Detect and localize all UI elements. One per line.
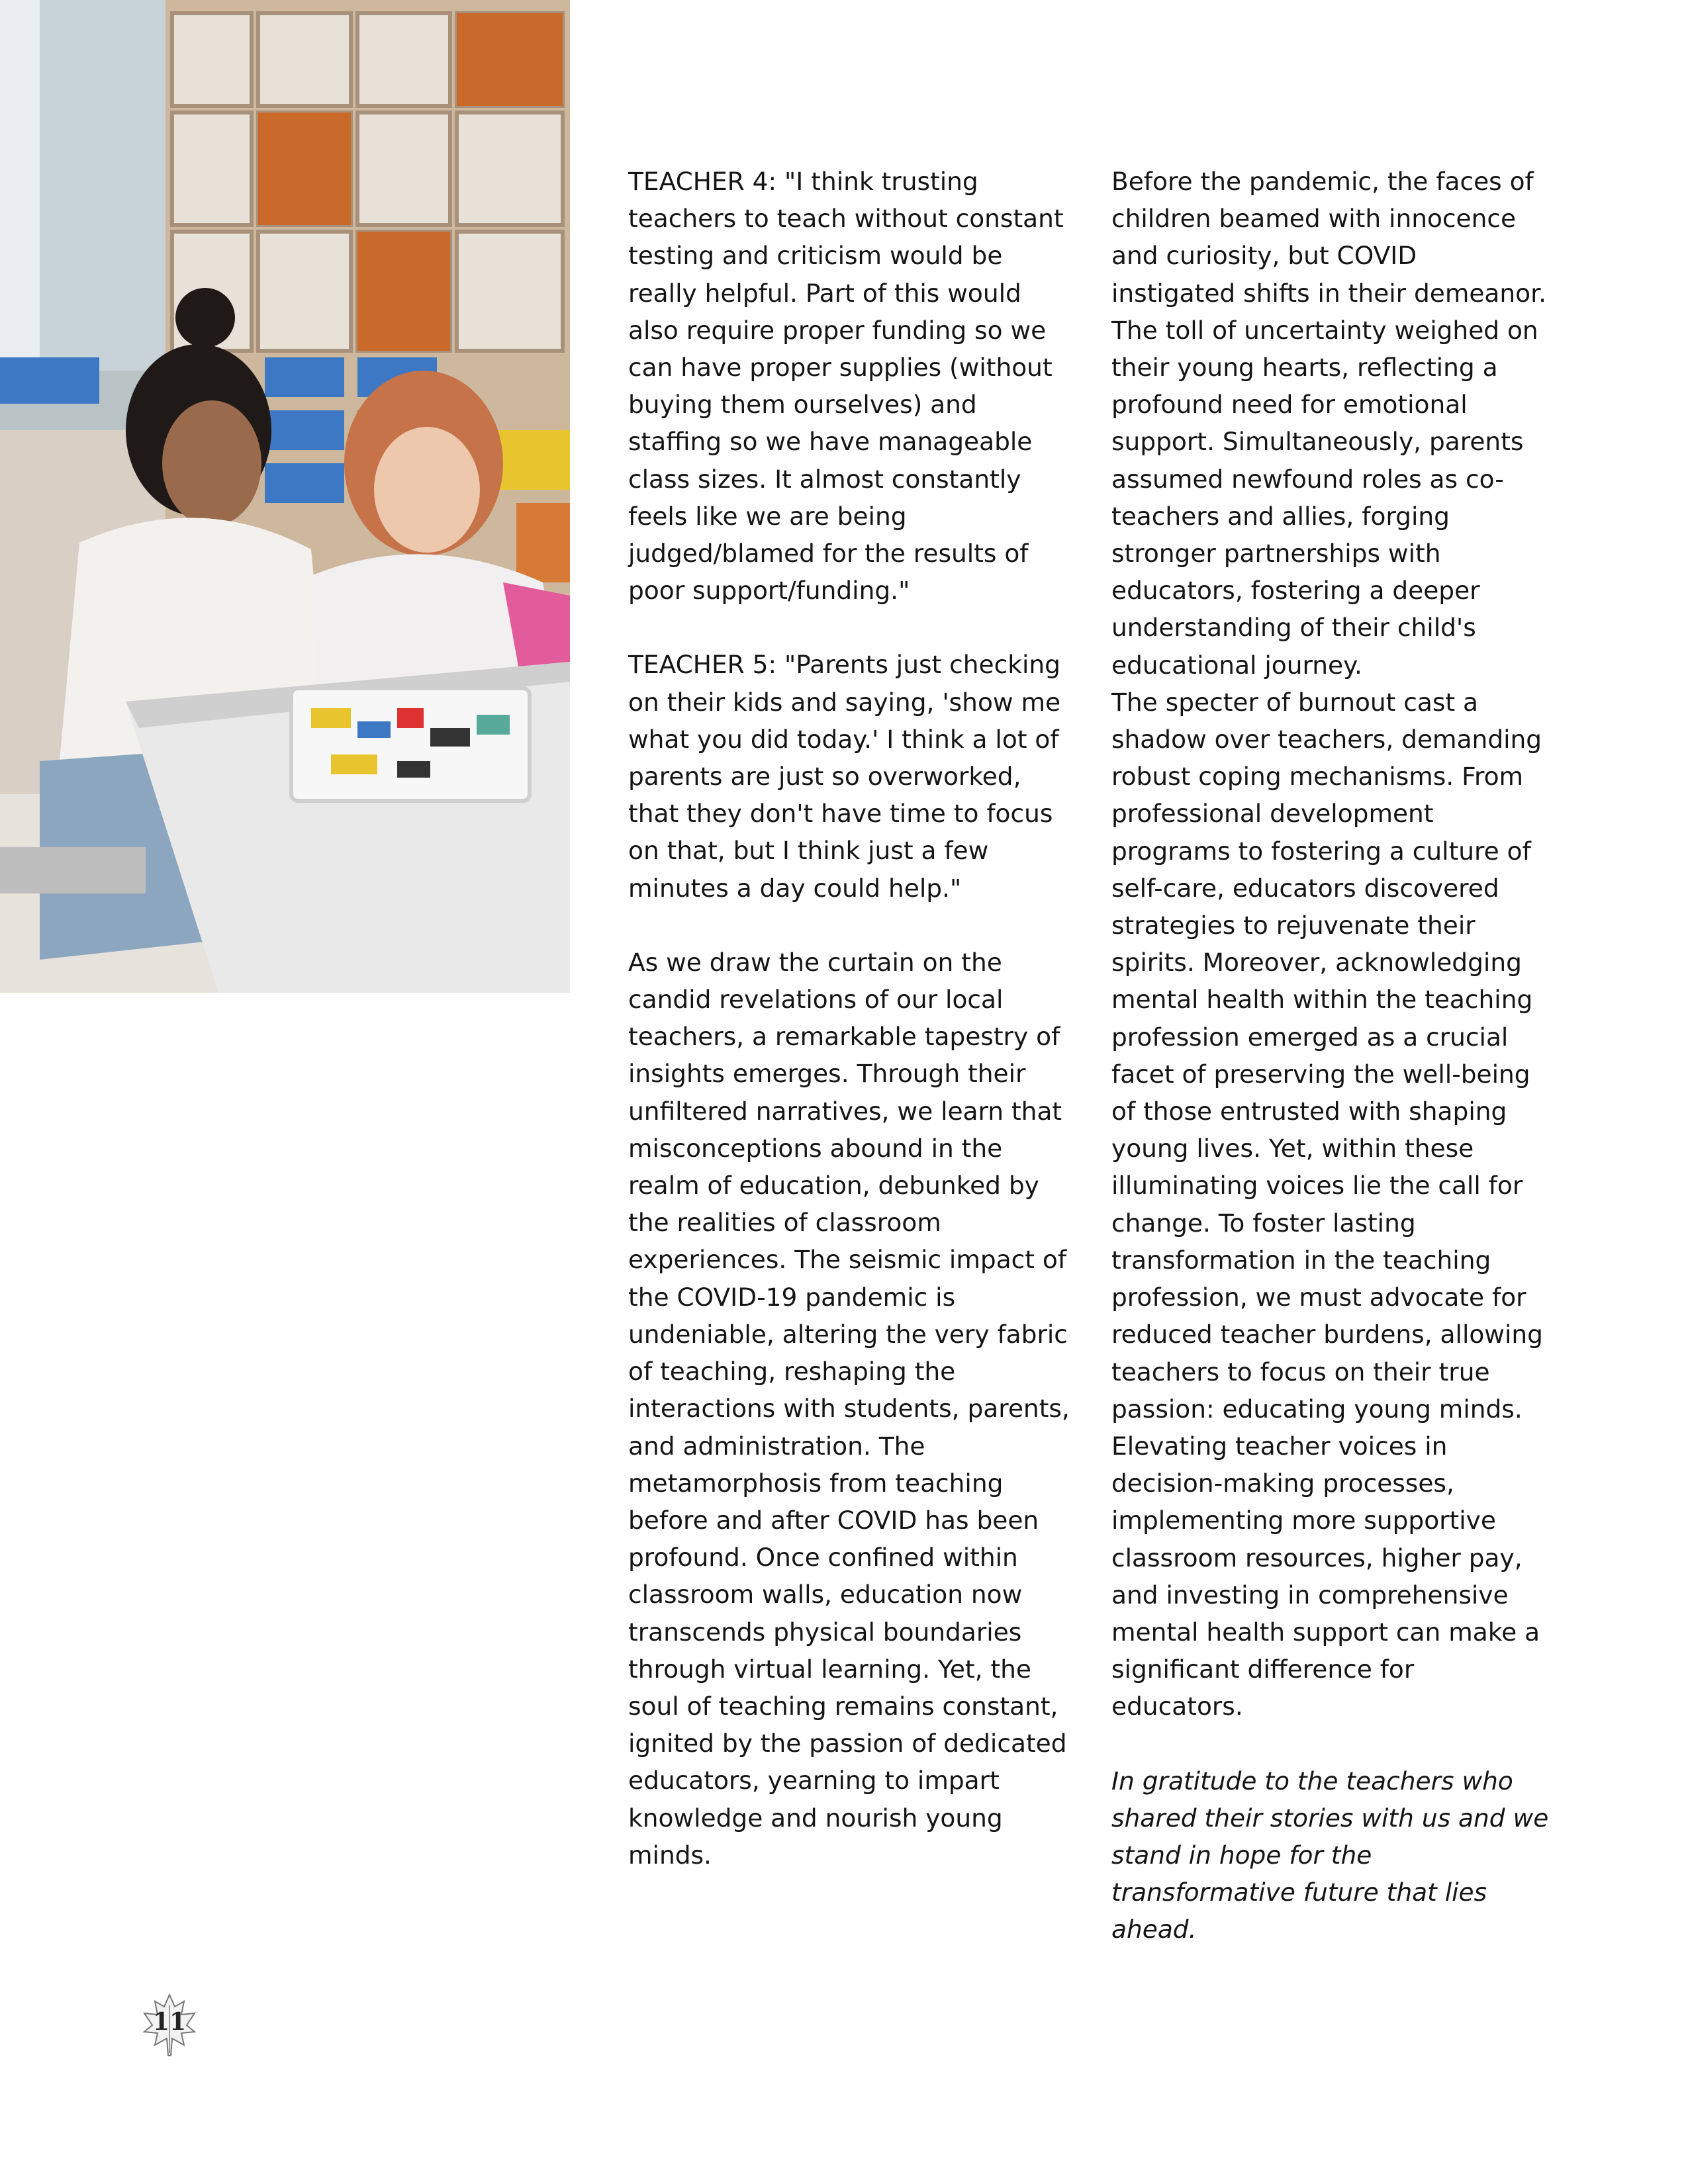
gratitude-paragraph: In gratitude to the teachers who shared their stories with us and we stand in hope for the transformative future that lies ahead. xyxy=(1111,1766,1549,1944)
teacher-5-quote: TEACHER 5: "Parents just checking on their kids and saying, 'show me what you did today.' I think a lot of parents are just so overworked, that they don't have time to focus on that, but I think just a few minutes a day could help." xyxy=(628,650,1061,903)
page-number-badge xyxy=(142,1992,197,2058)
burnout-paragraph: The specter of burnout cast a shadow over teachers, demanding robust coping mechanisms. From professional development programs to fostering a culture of self-care, educators discovered strategies to rejuvenate their spirits. Moreover, acknowledging mental health within the teaching profession emerged as a crucial facet of preserving the well-being of those entrusted with shaping young lives. Yet, within these illuminating voices lie the call for change. To foster lasting transformation in the teaching profession, we must advocate for reduced teacher burdens, allowing teachers to focus on their true passion: educating young minds. Elevating teacher voices in decision-making processes, implementing more supportive classroom resources, higher pay, and investing in comprehensive mental health support can make a significant difference for educators. xyxy=(1111,687,1543,1721)
teacher-4-quote: TEACHER 4: "I think trusting teachers to teach without constant testing and criticism would be really helpful. Part of this would also require proper funding so we can have proper supplies (without buying them ourselves) and staffing so we have manageable class sizes. It almost constantly feels like we are being judged/blamed for the results of poor support/funding." xyxy=(628,167,1064,606)
closing-paragraph-1: As we draw the curtain on the candid revelations of our local teachers, a remarkable tapestry of insights emerges. Through their unfiltered narratives, we learn that misconceptions abound in the realm of education, debunked by the realities of classroom experiences. The seismic impact of the COVID-19 pandemic is undeniable, altering the very fabric of teaching, reshaping the interactions with students, parents, and administration. The metamorphosis from teaching before and after COVID has been profound. Once confined within classroom walls, education now transcends physical boundaries through virtual learning. Yet, the soul of teaching remains constant, ignited by the passion of dedicated educators, yearning to impart knowledge and nourish young minds. xyxy=(628,947,1070,1870)
page-number: 11 xyxy=(152,2008,187,2036)
teacher-child-photo xyxy=(0,0,570,993)
right-text-column xyxy=(1111,163,1562,1948)
pandemic-paragraph: Before the pandemic, the faces of children beamed with innocence and curiosity, but COVID instigated shifts in their demeanor. The toll of uncertainty weighed on their young hearts, reflecting a profound need for emotional support. Simultaneously, parents assumed newfound roles as co- teachers and allies, forging stronger partnerships with educators, fostering a deeper understanding of their child's educational journey. xyxy=(1111,167,1547,680)
left-text-column xyxy=(628,163,1085,1874)
